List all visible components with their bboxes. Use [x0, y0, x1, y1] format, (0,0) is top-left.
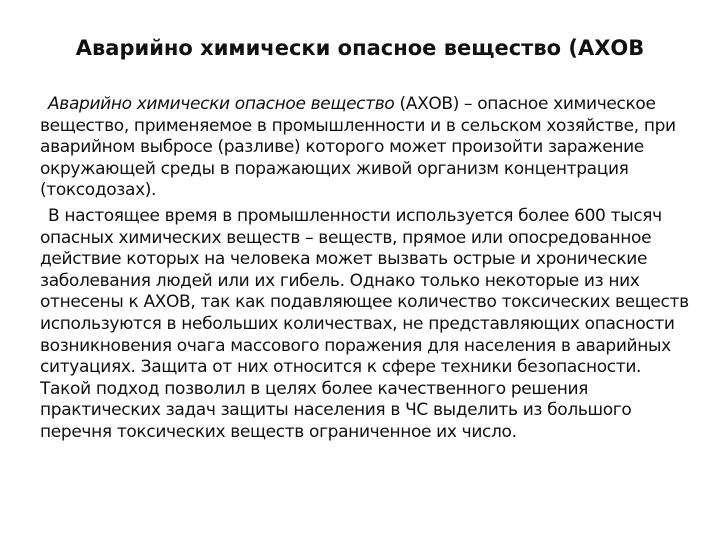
definition-text: (АХОВ) – опасное химическое вещество, применяемое в промышленности и в сельском хозяйстве, при аварийном выбросе (разливе) которого может произойти заражение окружающей среды в поражающих живой организм концентрация (токсодозах).	[40, 94, 676, 201]
term-italic: Аварийно химически опасное вещество	[48, 94, 395, 114]
paragraph-details: В настоящее время в промышленности используется более 600 тысяч опасных химических веществ – веществ, прямое или опосредованное действие которых на человека может вызвать острые и хронические заболевания людей или их гибель. Однако только некоторые из них отнесены к АХОВ, так как подавляющее количество токсических веществ используются в небольших количествах, не представляющих опасности возникновения очага массового поражения для населения в аварийных ситуациях. Защита от них относится к сфере техники безопасности. Такой подход позволил в целях более качественного решения практических задач защиты населения в ЧС выделить из большого перечня токсических веществ ограниченное их число.	[40, 205, 689, 442]
slide-body	[40, 94, 692, 448]
paragraph-definition	[40, 94, 692, 202]
slide-title: Аварийно химически опасное вещество (АХОВ	[75, 36, 645, 60]
